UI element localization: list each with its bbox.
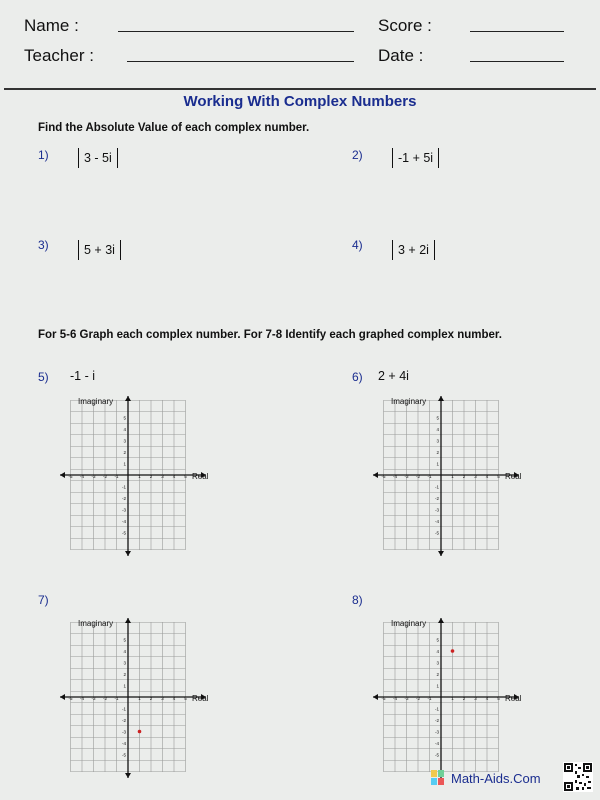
x-tick-label: -5 xyxy=(68,696,73,701)
problem-2-expression xyxy=(392,148,439,168)
x-tick-label: 2 xyxy=(462,696,466,701)
graph-7[interactable] xyxy=(56,615,216,780)
y-tick-label: -3 xyxy=(121,507,126,513)
instruction-absolute-value: Find the Absolute Value of each complex number. xyxy=(38,122,310,134)
abs-bar-right xyxy=(438,148,439,168)
date-label: Date : xyxy=(378,46,424,65)
score-line[interactable] xyxy=(470,31,564,32)
real-axis-arrow-left xyxy=(60,472,65,478)
graph-6[interactable] xyxy=(369,393,529,558)
graph-8[interactable] xyxy=(369,615,529,780)
x-tick-label: 4 xyxy=(172,474,176,479)
y-tick-label: -2 xyxy=(434,718,439,723)
y-tick-label: 2 xyxy=(123,450,126,455)
x-tick-label: -5 xyxy=(68,474,73,479)
problem-1-number: 1) xyxy=(38,148,49,162)
x-tick-label: 4 xyxy=(485,474,489,479)
y-tick-label: 3 xyxy=(123,660,126,666)
instruction-graph: For 5-6 Graph each complex number. For 7-8 Identify each graphed complex number. xyxy=(38,329,502,341)
imaginary-axis-label: Imaginary xyxy=(391,397,427,406)
problem-6-expression: 2 + 4i xyxy=(378,369,409,383)
problem-4-text: 3 + 2i xyxy=(398,243,429,257)
y-tick-label: 1 xyxy=(123,683,126,689)
y-tick-label: 5 xyxy=(123,637,126,643)
y-tick-label: -3 xyxy=(434,729,439,735)
y-tick-label: -2 xyxy=(121,718,126,723)
y-tick-label: -4 xyxy=(434,741,439,746)
y-tick-label: -5 xyxy=(434,752,439,758)
x-tick-label: 3 xyxy=(474,696,477,701)
y-tick-label: 2 xyxy=(123,672,126,677)
x-tick-label: 5 xyxy=(184,474,187,479)
imaginary-axis-label: Imaginary xyxy=(78,619,114,628)
y-tick-label: -2 xyxy=(121,496,126,501)
x-tick-label: -3 xyxy=(91,474,96,479)
score-label: Score : xyxy=(378,16,432,35)
abs-bar-right xyxy=(120,240,121,260)
y-tick-label: 5 xyxy=(123,415,126,421)
x-tick-label: -4 xyxy=(79,696,85,701)
y-tick-label: -1 xyxy=(121,484,126,490)
y-tick-label: 5 xyxy=(436,415,439,421)
x-tick-label: -5 xyxy=(381,696,386,701)
y-tick-label: -5 xyxy=(121,530,126,536)
y-tick-label: 5 xyxy=(436,637,439,643)
problem-4-expression xyxy=(392,240,435,260)
name-label: Name : xyxy=(24,16,79,35)
plotted-point xyxy=(451,649,455,653)
page-title: Working With Complex Numbers xyxy=(183,93,417,110)
imaginary-axis-arrow-up xyxy=(438,396,444,401)
date-line[interactable] xyxy=(470,61,564,62)
problem-2-text: -1 + 5i xyxy=(398,151,434,165)
y-tick-label: 2 xyxy=(436,450,439,455)
x-tick-label: 5 xyxy=(497,696,500,701)
x-tick-label: -4 xyxy=(392,474,398,479)
x-tick-label: 4 xyxy=(172,696,176,701)
problem-4-number: 4) xyxy=(352,238,363,252)
plotted-point xyxy=(138,730,142,734)
y-tick-label: 4 xyxy=(436,649,439,654)
teacher-label: Teacher : xyxy=(24,46,94,65)
y-tick-label: -1 xyxy=(434,706,439,712)
x-tick-label: 3 xyxy=(161,696,164,701)
x-tick-label: -2 xyxy=(415,696,421,701)
x-tick-label: 1 xyxy=(451,696,454,701)
x-tick-label: -1 xyxy=(114,474,119,479)
y-tick-label: -5 xyxy=(121,752,126,758)
imaginary-axis-label: Imaginary xyxy=(391,619,427,628)
x-tick-label: -3 xyxy=(404,474,409,479)
x-tick-label: -5 xyxy=(381,474,386,479)
problem-1-text: 3 - 5i xyxy=(84,151,112,165)
y-tick-label: -3 xyxy=(434,507,439,513)
x-tick-label: -1 xyxy=(427,696,432,701)
y-tick-label: 1 xyxy=(436,683,439,689)
footer-brand[interactable] xyxy=(430,769,541,787)
real-axis-label: Real xyxy=(505,472,522,481)
x-tick-label: -2 xyxy=(102,696,108,701)
imaginary-axis-arrow-down xyxy=(125,773,131,778)
problem-3-text: 5 + 3i xyxy=(84,243,115,257)
abs-bar-right xyxy=(434,240,435,260)
real-axis-label: Real xyxy=(192,694,209,703)
x-tick-label: 5 xyxy=(184,696,187,701)
x-tick-label: -4 xyxy=(79,474,85,479)
y-tick-label: -5 xyxy=(434,530,439,536)
y-tick-label: -1 xyxy=(434,484,439,490)
problem-3-number: 3) xyxy=(38,238,49,252)
real-axis-arrow-left xyxy=(373,472,378,478)
imaginary-axis-arrow-up xyxy=(125,618,131,623)
y-tick-label: 4 xyxy=(123,649,126,654)
x-tick-label: -2 xyxy=(102,474,108,479)
y-tick-label: 3 xyxy=(123,438,126,444)
imaginary-axis-arrow-up xyxy=(125,396,131,401)
imaginary-axis-arrow-down xyxy=(438,551,444,556)
real-axis-arrow-left xyxy=(60,694,65,700)
real-axis-label: Real xyxy=(505,694,522,703)
problem-8-number: 8) xyxy=(352,593,363,607)
name-line[interactable] xyxy=(118,31,354,32)
x-tick-label: -3 xyxy=(404,696,409,701)
y-tick-label: 4 xyxy=(436,427,439,432)
problem-3-expression xyxy=(78,240,121,260)
imaginary-axis-arrow-up xyxy=(438,618,444,623)
y-tick-label: 1 xyxy=(436,461,439,467)
y-tick-label: 4 xyxy=(123,427,126,432)
y-tick-label: 2 xyxy=(436,672,439,677)
y-tick-label: -4 xyxy=(121,519,126,524)
x-tick-label: 2 xyxy=(149,474,153,479)
graph-5[interactable] xyxy=(56,393,216,558)
abs-bar-right xyxy=(117,148,118,168)
y-tick-label: -4 xyxy=(434,519,439,524)
x-tick-label: 2 xyxy=(462,474,466,479)
x-tick-label: 1 xyxy=(138,696,141,701)
x-tick-label: 5 xyxy=(497,474,500,479)
x-tick-label: 2 xyxy=(149,696,153,701)
x-tick-label: -1 xyxy=(114,696,119,701)
x-tick-label: -2 xyxy=(415,474,421,479)
y-tick-label: -4 xyxy=(121,741,126,746)
y-tick-label: -3 xyxy=(121,729,126,735)
imaginary-axis-label: Imaginary xyxy=(78,397,114,406)
y-tick-label: 1 xyxy=(123,461,126,467)
problem-1-expression xyxy=(78,148,118,168)
imaginary-axis-arrow-down xyxy=(125,551,131,556)
problem-6-number: 6) xyxy=(352,370,363,384)
real-axis-arrow-left xyxy=(373,694,378,700)
x-tick-label: -4 xyxy=(392,696,398,701)
teacher-line[interactable] xyxy=(127,61,354,62)
header-divider xyxy=(4,88,596,90)
footer-brand-text: Math-Aids.Com xyxy=(451,770,541,786)
x-tick-label: -3 xyxy=(91,696,96,701)
math-aids-logo-icon xyxy=(430,769,446,787)
problem-5-number: 5) xyxy=(38,370,49,384)
qr-code-icon xyxy=(563,762,593,792)
x-tick-label: 3 xyxy=(161,474,164,479)
x-tick-label: 1 xyxy=(451,474,454,479)
y-tick-label: 3 xyxy=(436,660,439,666)
y-tick-label: -2 xyxy=(434,496,439,501)
real-axis-label: Real xyxy=(192,472,209,481)
x-tick-label: 4 xyxy=(485,696,489,701)
problem-7-number: 7) xyxy=(38,593,49,607)
problem-2-number: 2) xyxy=(352,148,363,162)
x-tick-label: 3 xyxy=(474,474,477,479)
y-tick-label: -1 xyxy=(121,706,126,712)
y-tick-label: 3 xyxy=(436,438,439,444)
x-tick-label: -1 xyxy=(427,474,432,479)
problem-5-expression: -1 - i xyxy=(70,369,95,383)
x-tick-label: 1 xyxy=(138,474,141,479)
